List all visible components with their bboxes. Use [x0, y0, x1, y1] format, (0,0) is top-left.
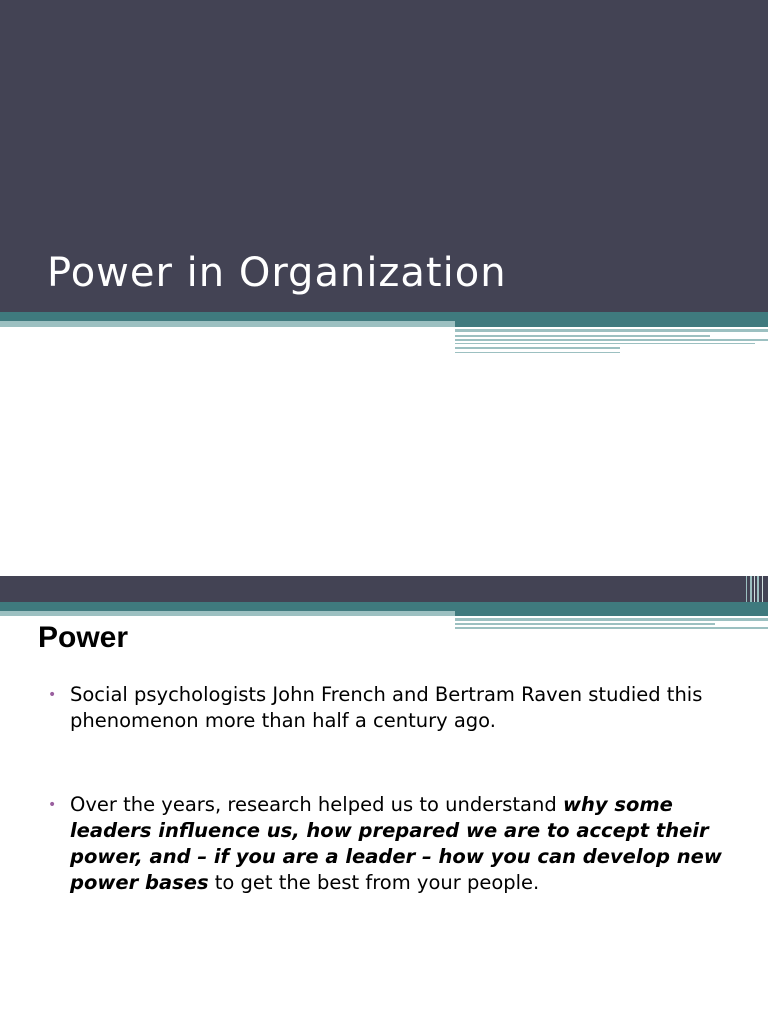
slide-2	[0, 576, 768, 1024]
slide-title: Power in Organization	[47, 250, 507, 296]
bullet-text: Over the years, research helped us to understand	[70, 793, 563, 816]
bullet-text-emphasis: why some leaders influence us, how prepared we are to accept their power, and – if you are a leader – how you can develop new power bases	[70, 793, 722, 894]
bullet-item	[48, 682, 748, 734]
bullet-item	[48, 792, 748, 896]
bullet-text: to get the best from your people.	[208, 871, 540, 894]
bullet-dot-icon: •	[48, 687, 57, 703]
slide-title: Power	[38, 621, 129, 654]
slide-header-band	[0, 576, 768, 602]
bullet-text: Social psychologists John French and Bertram Raven studied this phenomenon more than half a century ago.	[70, 683, 703, 732]
bullet-list	[48, 682, 748, 896]
decorative-stripes	[0, 312, 768, 356]
bullet-dot-icon: •	[48, 797, 57, 813]
decorative-lines	[744, 576, 768, 602]
